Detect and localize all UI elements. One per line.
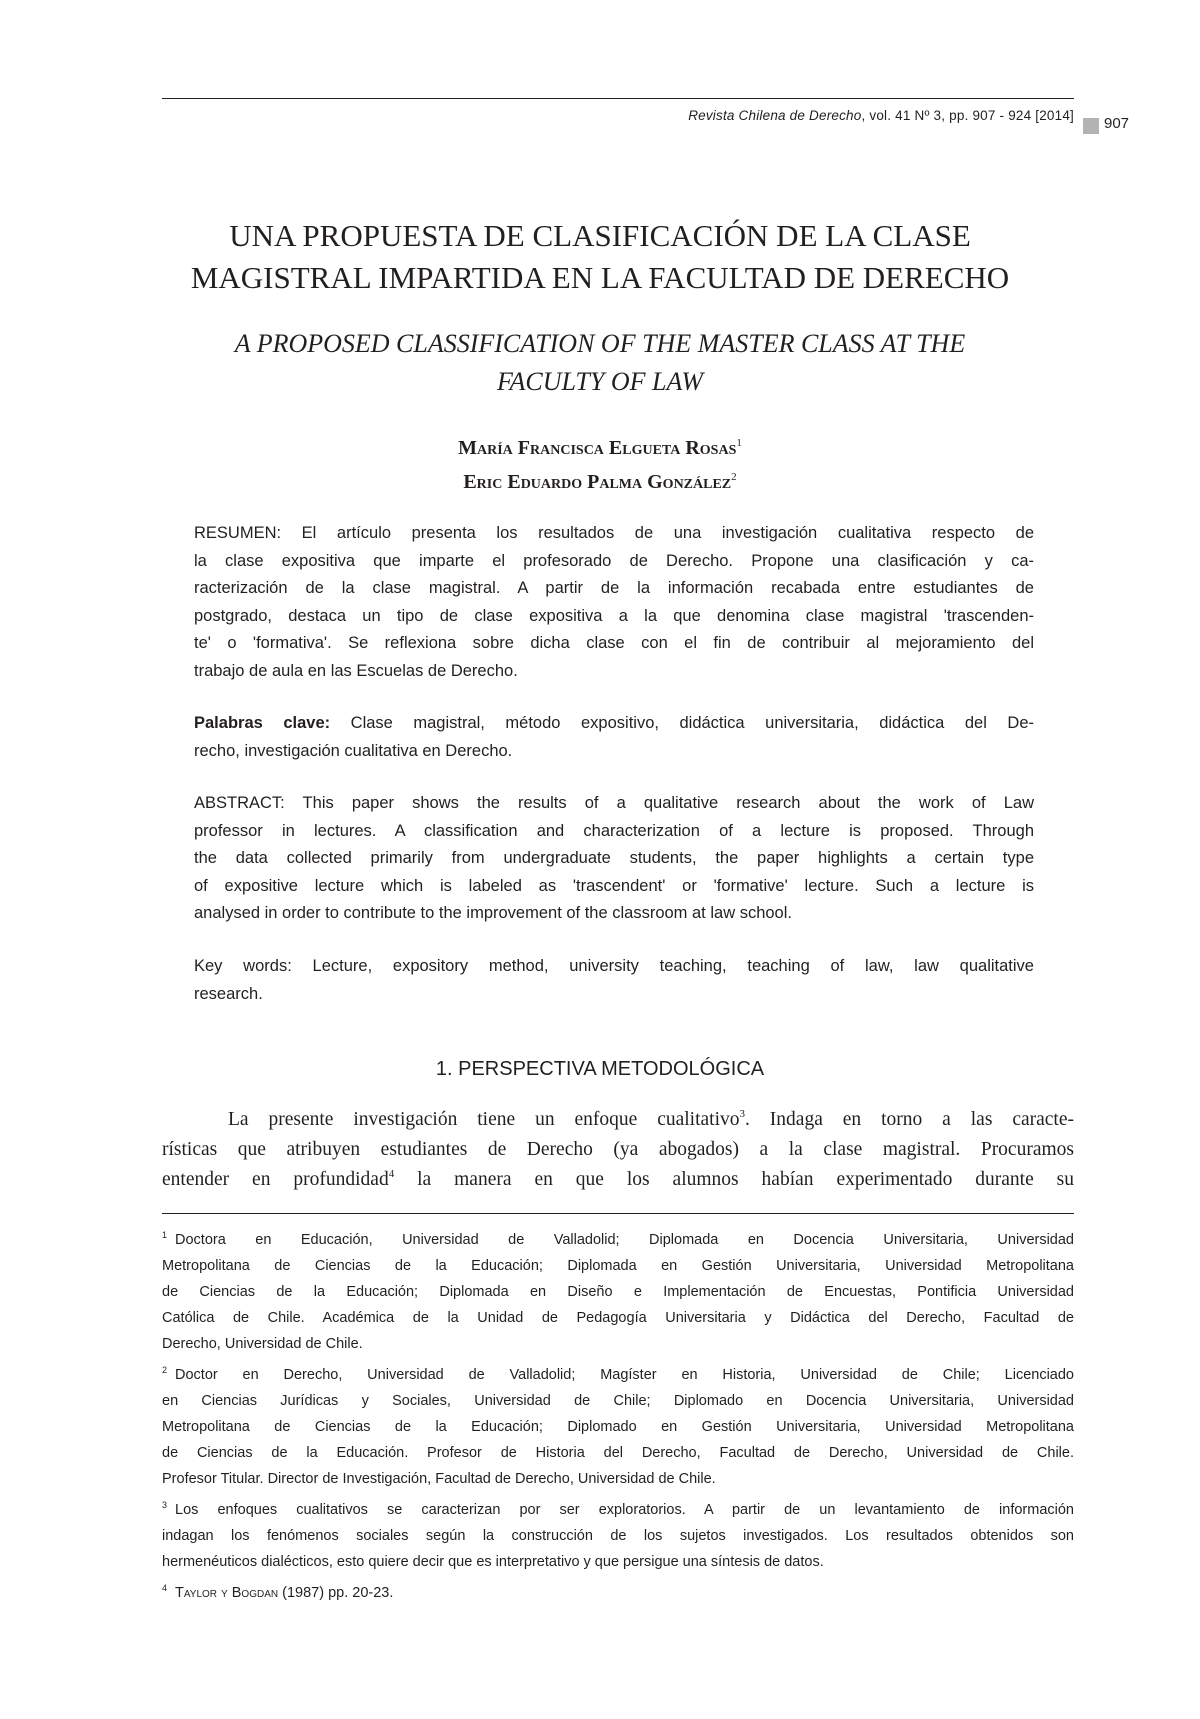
text-line: la clase expositiva que imparte el profesorado de Derecho. Propone una clasificación y ca- (194, 551, 1034, 570)
keywords-label: Key words: (194, 957, 292, 975)
text-line: the data collected primarily from undergraduate students, the paper highlights a certain type (194, 849, 1034, 867)
text-line: of expositive lecture which is labeled as 'trascendent' or 'formative' lecture. Such a lecture is (194, 876, 1034, 895)
text-run: la manera en que los alumnos habían experimentado durante su (394, 1169, 1074, 1190)
cited-authors: Taylor y Bogdan (175, 1585, 279, 1601)
text-line: recho, investigación cualitativa en Derecho. (194, 741, 513, 760)
text-line: Metropolitana de Ciencias de la Educación; Diplomada en Gestión Universitaria, Universidad Metropolitana (162, 1258, 1074, 1274)
author (130, 465, 1070, 499)
journal-citation: , vol. 41 Nº 3, pp. 907 - 924 [2014] (861, 108, 1074, 123)
footnotes (162, 1227, 1074, 1611)
text-line: Católica de Chile. Académica de la Unidad de Pedagogía Universitaria y Didáctica del Derecho, Facultad de (162, 1310, 1074, 1326)
footnote-ref[interactable]: 1 (736, 437, 742, 449)
text-line: analysed in order to contribute to the improvement of the classroom at law school. (194, 904, 792, 922)
header-rule (162, 98, 1074, 99)
article-title-english (130, 325, 1070, 401)
body-paragraph (162, 1105, 1074, 1195)
text-line (162, 1105, 1074, 1135)
footnote-rule (162, 1213, 1074, 1214)
text-line (162, 1227, 1074, 1253)
footnote-ref[interactable]: 4 (388, 1168, 395, 1180)
text-line: research. (194, 984, 263, 1003)
footnote-mark: 4 (162, 1583, 168, 1593)
footnote-mark: 2 (162, 1365, 168, 1375)
text-line: te' o 'formativa'. Se reflexiona sobre dicha clase con el fin de contribuir al mejoramiento del (194, 634, 1034, 652)
text-line (194, 953, 1034, 981)
keywords-text: Clase magistral, método expositivo, didáctica universitaria, didáctica del De- (330, 714, 1035, 732)
author-name: María Francisca Elgueta Rosas (458, 437, 737, 459)
text-line: hermenéuticos dialécticos, esto quiere decir que es interpretativo y que persigue una síntesis de datos. (162, 1554, 824, 1570)
text-run: Doctora en Educación, Universidad de Valladolid; Diplomada en Docencia Universitaria, Universidad (175, 1232, 1074, 1248)
text-run: La presente investigación tiene un enfoque cualitativo (228, 1109, 740, 1130)
text-run: entender en profundidad (162, 1169, 389, 1190)
article-title-spanish (130, 215, 1070, 299)
title-line: MAGISTRAL IMPARTIDA EN LA FACULTAD DE DERECHO (190, 260, 1010, 295)
text-line: indagan los fenómenos sociales según la construcción de los sujetos investigados. Los resultados obtenidos son (162, 1528, 1074, 1544)
text-line: en Ciencias Jurídicas y Sociales, Universidad de Chile; Diplomado en Docencia Universitaria, Universidad (162, 1393, 1074, 1409)
footnote-4 (162, 1580, 1074, 1606)
text-line (162, 1165, 1074, 1195)
text-line: rísticas que atribuyen estudiantes de Derecho (ya abogados) a la clase magistral. Procuramos (162, 1139, 1074, 1160)
footnote-mark: 1 (162, 1230, 168, 1240)
text-run: Los enfoques cualitativos se caracterizan por ser exploratorios. A partir de un levantamiento de información (175, 1502, 1074, 1518)
resumen-block (194, 520, 1034, 685)
footnote-3 (162, 1497, 1074, 1575)
page-number: 907 (1104, 115, 1130, 132)
footnote-ref[interactable]: 3 (739, 1108, 746, 1120)
text-line: postgrado, destaca un tipo de clase expositiva a la que denomina clase magistral 'trascenden- (194, 606, 1034, 625)
key-words-block (194, 953, 1034, 1008)
palabras-clave-block (194, 710, 1034, 765)
text-line (162, 1497, 1074, 1523)
text-line (162, 1580, 1074, 1606)
keywords-label: Palabras clave: (194, 714, 331, 732)
keywords-text: Lecture, expository method, university teaching, teaching of law, law qualitative (291, 957, 1034, 975)
title-line: FACULTY OF LAW (496, 367, 704, 396)
author (130, 431, 1070, 465)
text-line: RESUMEN: El artículo presenta los resultados de una investigación cualitativa respecto de (194, 524, 1034, 542)
footnote-mark: 3 (162, 1500, 168, 1510)
running-header (688, 107, 1074, 125)
text-line (162, 1362, 1074, 1388)
footnote-1 (162, 1227, 1074, 1357)
text-line: Profesor Titular. Director de Investigación, Facultad de Derecho, Universidad de Chile. (162, 1471, 716, 1487)
text-line: racterización de la clase magistral. A partir de la información recabada entre estudiantes de (194, 579, 1034, 597)
text-run: Doctor en Derecho, Universidad de Valladolid; Magíster en Historia, Universidad de Chile; Licenciado (175, 1367, 1074, 1383)
section-heading: 1. PERSPECTIVA METODOLÓGICA (435, 1058, 765, 1080)
text-line: Derecho, Universidad de Chile. (162, 1336, 363, 1352)
author-name: Eric Eduardo Palma González (463, 471, 732, 493)
text-line: Metropolitana de Ciencias de la Educación; Diplomado en Gestión Universitaria, Universidad Metropolitana (162, 1419, 1074, 1435)
text-line: ABSTRACT: This paper shows the results of a qualitative research about the work of Law (194, 794, 1034, 812)
footnote-ref[interactable]: 2 (731, 471, 737, 483)
title-line: UNA PROPUESTA DE CLASIFICACIÓN DE LA CLASE (229, 218, 971, 253)
page-marker-square (1083, 118, 1099, 134)
author-list (130, 431, 1070, 499)
footnote-2 (162, 1362, 1074, 1492)
text-line: de Ciencias de la Educación. Profesor de Historia del Derecho, Facultad de Derecho, Universidad de Chile. (162, 1445, 1074, 1461)
text-run: (1987) pp. 20-23. (278, 1585, 394, 1601)
text-line: de Ciencias de la Educación; Diplomada en Diseño e Implementación de Encuestas, Pontificia Universidad (162, 1284, 1074, 1300)
text-line: professor in lectures. A classification and characterization of a lecture is proposed. Through (194, 821, 1034, 840)
text-line (194, 710, 1034, 738)
text-run: . Indaga en torno a las caracte- (745, 1109, 1074, 1130)
text-line: trabajo de aula en las Escuelas de Derecho. (194, 661, 518, 680)
abstract-block (194, 790, 1034, 928)
journal-name: Revista Chilena de Derecho (688, 108, 862, 123)
title-line: A PROPOSED CLASSIFICATION OF THE MASTER CLASS AT THE (234, 329, 966, 358)
